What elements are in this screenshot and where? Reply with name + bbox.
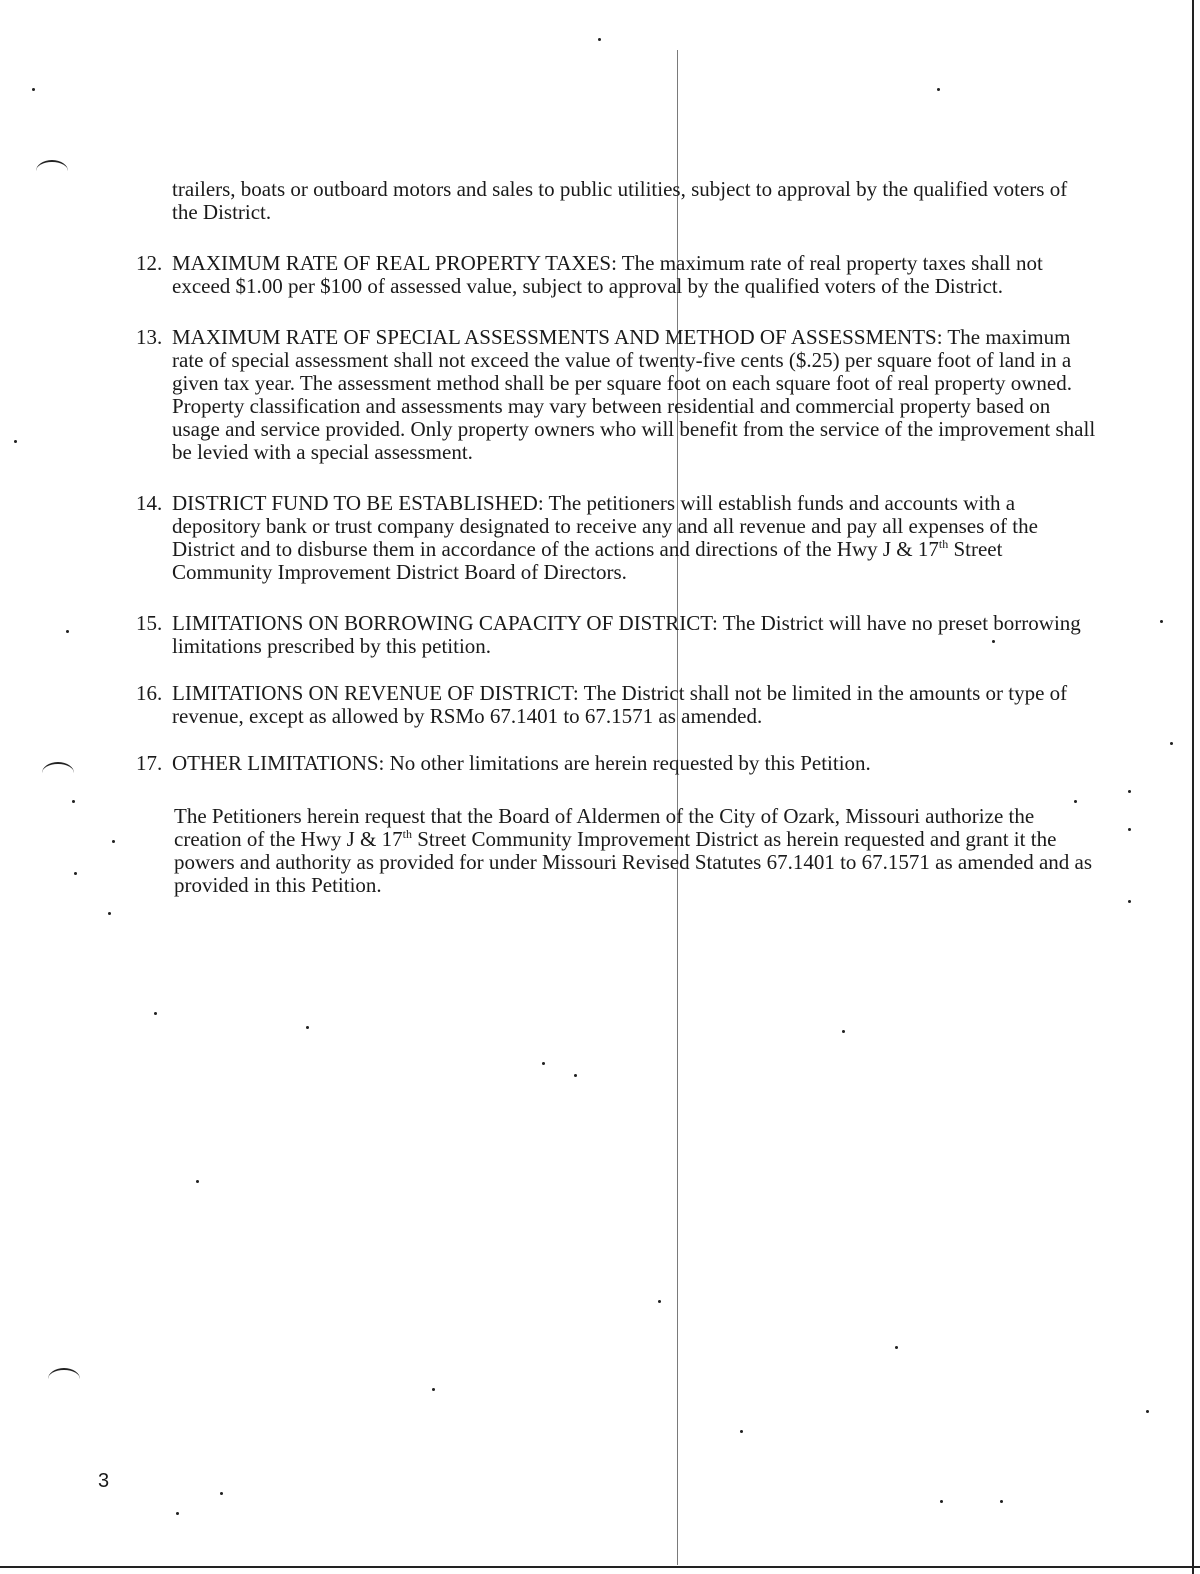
item-heading: LIMITATIONS ON REVENUE OF DISTRICT: (172, 681, 579, 705)
item-heading: LIMITATIONS ON BORROWING CAPACITY OF DISTRICT: (172, 611, 718, 635)
item-body: The District will have no preset borrowing limitations prescribed by this petition. (172, 611, 1081, 658)
ordinal-suffix: th (402, 827, 412, 841)
item-text (172, 682, 1096, 728)
item-number: 14. (136, 491, 163, 515)
item-text (172, 752, 1096, 775)
scan-speck (1128, 900, 1131, 903)
scan-speck (740, 1430, 743, 1433)
scan-speck (32, 88, 35, 91)
scan-speck (66, 630, 69, 633)
scan-speck (1000, 1500, 1003, 1503)
scan-speck (74, 872, 77, 875)
scan-speck (1170, 742, 1173, 745)
scan-speck (1146, 1410, 1149, 1413)
petition-item-16 (136, 682, 1096, 728)
item-text (172, 612, 1096, 658)
item-body: No other limitations are herein requested by this Petition. (384, 751, 871, 775)
page-number: 3 (98, 1470, 110, 1492)
ordinal-suffix: th (938, 537, 949, 551)
scan-speck (574, 1074, 577, 1077)
item-body: The maximum rate of real property taxes shall not exceed $1.00 per $100 of assessed value, subject to approval by the qualified voters of the District. (172, 251, 1043, 298)
closing-request-paragraph (136, 805, 1096, 897)
punch-hole-mark (36, 160, 68, 182)
petition-item-15 (136, 612, 1096, 658)
scan-speck (937, 88, 940, 91)
item-number: 13. (136, 325, 163, 349)
scan-speck (940, 1500, 943, 1503)
scan-speck (196, 1180, 199, 1183)
scan-speck (72, 800, 75, 803)
scan-speck (112, 840, 115, 843)
scan-speck (154, 1012, 157, 1015)
scan-speck (542, 1062, 545, 1065)
scan-speck (1128, 790, 1131, 793)
item-body: The District shall not be limited in the amounts or type of revenue, except as allowed by RSMo 67.1401 to 67.1571 as amended. (172, 681, 1068, 728)
scan-speck (895, 1346, 898, 1349)
petition-body (136, 178, 1096, 897)
item-heading: OTHER LIMITATIONS: (172, 751, 385, 775)
scan-speck (658, 1300, 661, 1303)
item-heading: DISTRICT FUND TO BE ESTABLISHED: (172, 491, 544, 515)
scan-speck (1128, 828, 1131, 831)
continued-paragraph: trailers, boats or outboard motors and sales to public utilities, subject to approval by the qualified voters of the District. (172, 177, 1068, 224)
item-number: 15. (136, 611, 163, 635)
scan-speck (842, 1030, 845, 1033)
punch-hole-mark (42, 762, 74, 784)
item-body-end: Street Community Improvement District Board of Directors. (172, 537, 1003, 584)
closing-text: The Petitioners herein request that the Board of Aldermen of the City of Ozark, Missouri authorize the creation of the Hwy J & 17 (174, 804, 1035, 851)
scan-speck (598, 38, 601, 41)
scan-speck (108, 912, 111, 915)
petition-item-13 (136, 326, 1096, 464)
petition-item-14 (136, 492, 1096, 584)
item-heading: MAXIMUM RATE OF REAL PROPERTY TAXES: (172, 251, 617, 275)
item-number: 17. (136, 751, 163, 775)
item-heading: MAXIMUM RATE OF SPECIAL ASSESSMENTS AND METHOD OF ASSESSMENTS: (172, 325, 943, 349)
item-text (172, 492, 1096, 584)
closing-text-end: Street Community Improvement District as herein requested and grant it the powers and authority as provided for under Missouri Revised Statutes 67.1401 to 67.1571 as amended and as provided in this Petition. (174, 827, 1093, 897)
scan-edge-right (1192, 0, 1194, 1574)
scan-speck (1160, 620, 1163, 623)
item-number: 12. (136, 251, 163, 275)
scan-speck (432, 1388, 435, 1391)
item-body: The maximum rate of special assessment shall not exceed the value of twenty-five cents ($.25) per square foot of land in a given tax year. The assessment method shall be per square foot on each square foot of real property owned. Property classification and assessments may vary between residential and commercial property based on usage and service provided. Only property owners who will benefit from the service of the improvement shall be levied with a special assessment. (172, 325, 1096, 464)
petition-item-12 (136, 252, 1096, 298)
item-text (172, 252, 1096, 298)
item-number: 16. (136, 681, 163, 705)
petition-item-17 (136, 752, 1096, 775)
scan-edge-bottom (0, 1566, 1200, 1568)
scan-speck (14, 440, 17, 443)
punch-hole-mark (48, 1368, 80, 1390)
scan-speck (306, 1026, 309, 1029)
item-text (172, 326, 1096, 464)
item-body: The petitioners will establish funds and accounts with a depository bank or trust company designated to receive any and all revenue and pay all expenses of the District and to disburse them in accordance of the actions and directions of the Hwy J & 17 (172, 491, 1038, 561)
scan-speck (220, 1492, 223, 1495)
scan-speck (176, 1512, 179, 1515)
